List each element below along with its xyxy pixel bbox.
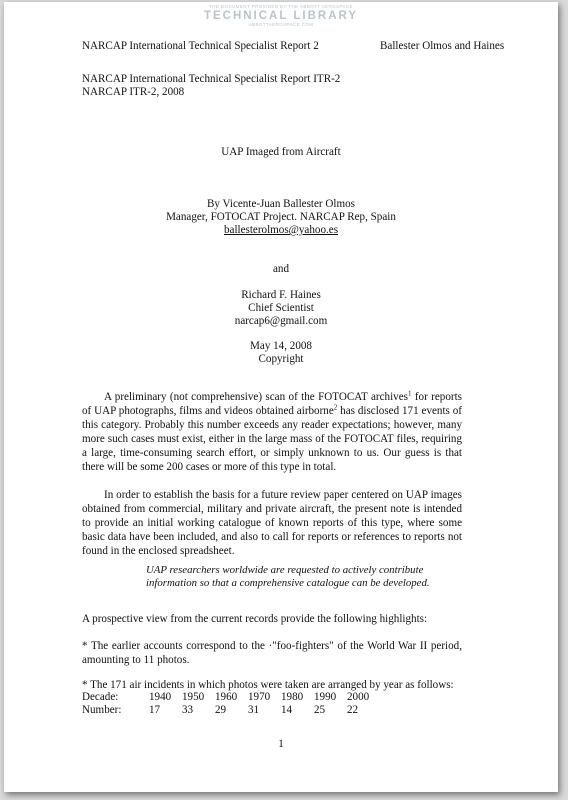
author1-email-wrap bbox=[4, 223, 558, 237]
copyright-notice: Copyright bbox=[258, 353, 304, 365]
footnote-ref-2[interactable]: 2 bbox=[333, 403, 338, 412]
running-header-right: Ballester Olmos and Haines bbox=[380, 40, 505, 52]
watermark-top-line: THE DOCUMENT PROVIDED BY THE ABBOTT AEROSPACE bbox=[209, 4, 353, 9]
watermark-url: ABBOTTAEROSPACE.COM bbox=[248, 22, 314, 27]
paragraph-intro-part1: A preliminary (not comprehensive) scan of the FOTOCAT archives bbox=[104, 391, 408, 403]
document-title: UAP Imaged from Aircraft bbox=[221, 146, 341, 158]
highlight-foo-fighters: * The earlier accounts correspond to the ·"foo-fighters" of the World War II period, amounting to 11 photos. bbox=[82, 640, 462, 666]
and-separator: and bbox=[272, 263, 290, 275]
paragraph-purpose: In order to establish the basis for a future review paper centered on UAP images obtained from commercial, military and private aircraft, the present note is intended to provide an initial working catalogue of known reports of this type, where some basic data have been included, and also to call for reports or references to reports not found in the enclosed spreadsheet. bbox=[82, 489, 462, 557]
paragraph-intro-part3: has disclosed 171 events of this category. Probably this number exceeds any reader expectations; however, many more such cases must exist, either in the large mass of the FOTOCAT files, requiring a large, time-consuming search effort, or simply unknown to us. Our guess is that there will be some 200 cases or more of this type in total. bbox=[82, 405, 462, 473]
report-id-line1: NARCAP International Technical Specialist Report ITR-2 bbox=[82, 73, 341, 85]
footnote-ref-1[interactable]: 1 bbox=[407, 389, 412, 398]
document-date: May 14, 2008 bbox=[250, 340, 312, 352]
number-cell: 33 bbox=[182, 703, 194, 716]
number-cell: 22 bbox=[347, 703, 359, 716]
decade-cell: 1980 bbox=[281, 691, 304, 703]
number-label: Number: bbox=[82, 703, 122, 716]
author1-role: Manager, FOTOCAT Project. NARCAP Rep, Spain bbox=[166, 211, 396, 223]
call-for-reports-quote: UAP researchers worldwide are requested to actively contribute information so that a comprehensive catalogue can be developed. bbox=[146, 564, 430, 589]
running-header-left: NARCAP International Technical Specialist Report 2 bbox=[82, 40, 319, 52]
author2-name: Richard F. Haines bbox=[241, 289, 321, 301]
decade-label: Decade: bbox=[82, 691, 119, 703]
decade-cell: 1940 bbox=[149, 691, 172, 703]
author1-byline: By Vicente-Juan Ballester Olmos bbox=[207, 198, 355, 210]
author2-role: Chief Scientist bbox=[248, 302, 314, 314]
number-cell: 29 bbox=[215, 703, 227, 716]
author2-email: narcap6@gmail.com bbox=[234, 315, 328, 327]
library-watermark bbox=[4, 4, 558, 28]
decade-cell: 2000 bbox=[347, 691, 370, 703]
decade-row bbox=[82, 691, 380, 704]
number-cell: 31 bbox=[248, 703, 260, 716]
number-cell: 14 bbox=[281, 703, 293, 716]
document-page bbox=[4, 2, 558, 792]
number-row bbox=[82, 704, 380, 717]
decade-cell: 1990 bbox=[314, 691, 337, 703]
paragraph-intro bbox=[82, 390, 462, 474]
watermark-title: TECHNICAL LIBRARY bbox=[203, 10, 359, 22]
number-cell: 17 bbox=[149, 703, 161, 716]
decade-table bbox=[82, 691, 380, 716]
decade-cell: 1950 bbox=[182, 691, 205, 703]
report-id-line2: NARCAP ITR-2, 2008 bbox=[82, 86, 185, 98]
highlights-intro: A prospective view from the current records provide the following highlights: bbox=[82, 613, 428, 625]
decade-cell: 1960 bbox=[215, 691, 238, 703]
author1-email-link[interactable]: ballesterolmos@yahoo.es bbox=[223, 224, 339, 236]
number-cell: 25 bbox=[314, 703, 326, 716]
decade-cell: 1970 bbox=[248, 691, 271, 703]
paragraph-intro-part2: for reports of UAP photographs, films and videos obtained airborne bbox=[82, 391, 462, 417]
page-number: 1 bbox=[278, 738, 284, 750]
highlight-by-decade: * The 171 air incidents in which photos were taken are arranged by year as follows: bbox=[82, 679, 454, 691]
